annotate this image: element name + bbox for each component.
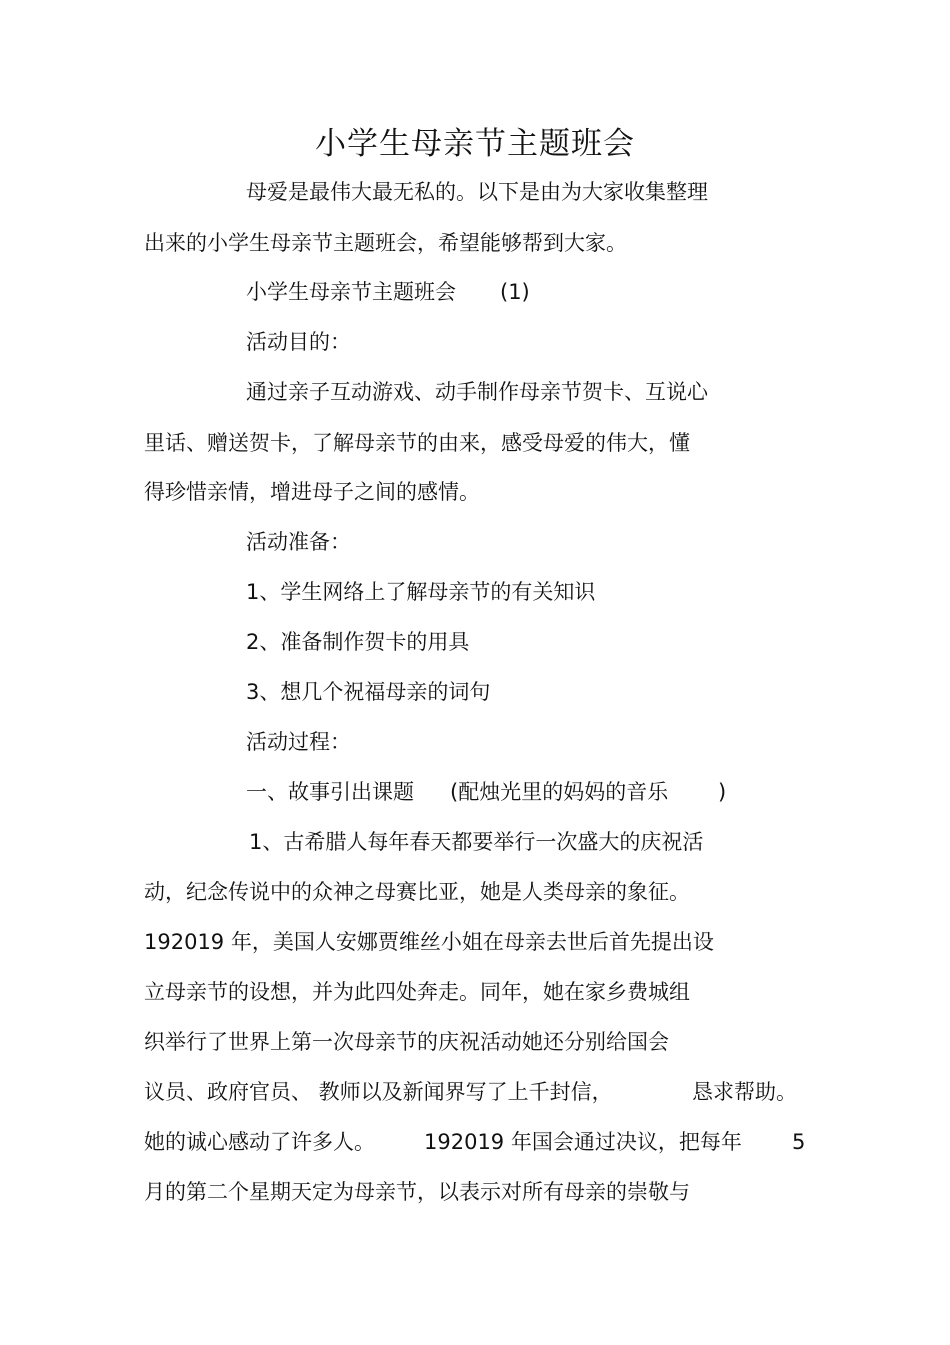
paragraph-line-segment: 5 — [792, 1130, 806, 1154]
subheading-line: 活动准备： — [246, 530, 351, 554]
list-item: 2、准备制作贺卡的用具 — [246, 630, 470, 654]
paragraph-line: 1、古希腊人每年春天都要举行一次盛大的庆祝活 — [249, 830, 704, 854]
section-heading-note: (配烛光里的妈妈的音乐 — [450, 780, 669, 804]
paragraph-line-segment: 议员、政府官员、 教师以及新闻界写了上千封信， — [144, 1080, 613, 1104]
paragraph-line: 织举行了世界上第一次母亲节的庆祝活动她还分别给国会 — [144, 1030, 669, 1054]
paragraph-line-segment: 192019 年国会通过决议，把每年 — [424, 1130, 742, 1154]
paragraph-line: 立母亲节的设想，并为此四处奔走。同年，她在家乡费城组 — [144, 980, 690, 1004]
paragraph-line-segment: 她的诚心感动了许多人。 — [144, 1130, 375, 1154]
list-item: 1、学生网络上了解母亲节的有关知识 — [246, 580, 596, 604]
section-heading-note-close: ) — [718, 780, 727, 804]
paragraph-line: 母爱是最伟大最无私的。以下是由为大家收集整理 — [246, 180, 708, 204]
section-heading-number: (1) — [500, 280, 530, 304]
paragraph-line: 动，纪念传说中的众神之母赛比亚，她是人类母亲的象征。 — [144, 880, 690, 904]
list-item: 3、想几个祝福母亲的词句 — [246, 680, 491, 704]
paragraph-line-segment: 恳求帮助。 — [692, 1080, 797, 1104]
paragraph-line: 通过亲子互动游戏、动手制作母亲节贺卡、互说心 — [246, 380, 708, 404]
section-heading-text: 小学生母亲节主题班会 — [246, 280, 456, 304]
paragraph-line: 里话、赠送贺卡，了解母亲节的由来，感受母爱的伟大，懂 — [144, 431, 690, 455]
subheading-line: 活动过程： — [246, 730, 351, 754]
subheading-line: 活动目的： — [246, 330, 351, 354]
paragraph-line: 192019 年，美国人安娜贾维丝小姐在母亲去世后首先提出设 — [144, 930, 714, 954]
document-title: 小学生母亲节主题班会 — [315, 126, 635, 162]
section-heading-text: 一、故事引出课题 — [246, 780, 414, 804]
paragraph-line: 得珍惜亲情，增进母子之间的感情。 — [144, 480, 480, 504]
paragraph-line: 出来的小学生母亲节主题班会，希望能够帮到大家。 — [144, 231, 627, 255]
paragraph-line: 月的第二个星期天定为母亲节，以表示对所有母亲的崇敬与 — [144, 1180, 690, 1204]
